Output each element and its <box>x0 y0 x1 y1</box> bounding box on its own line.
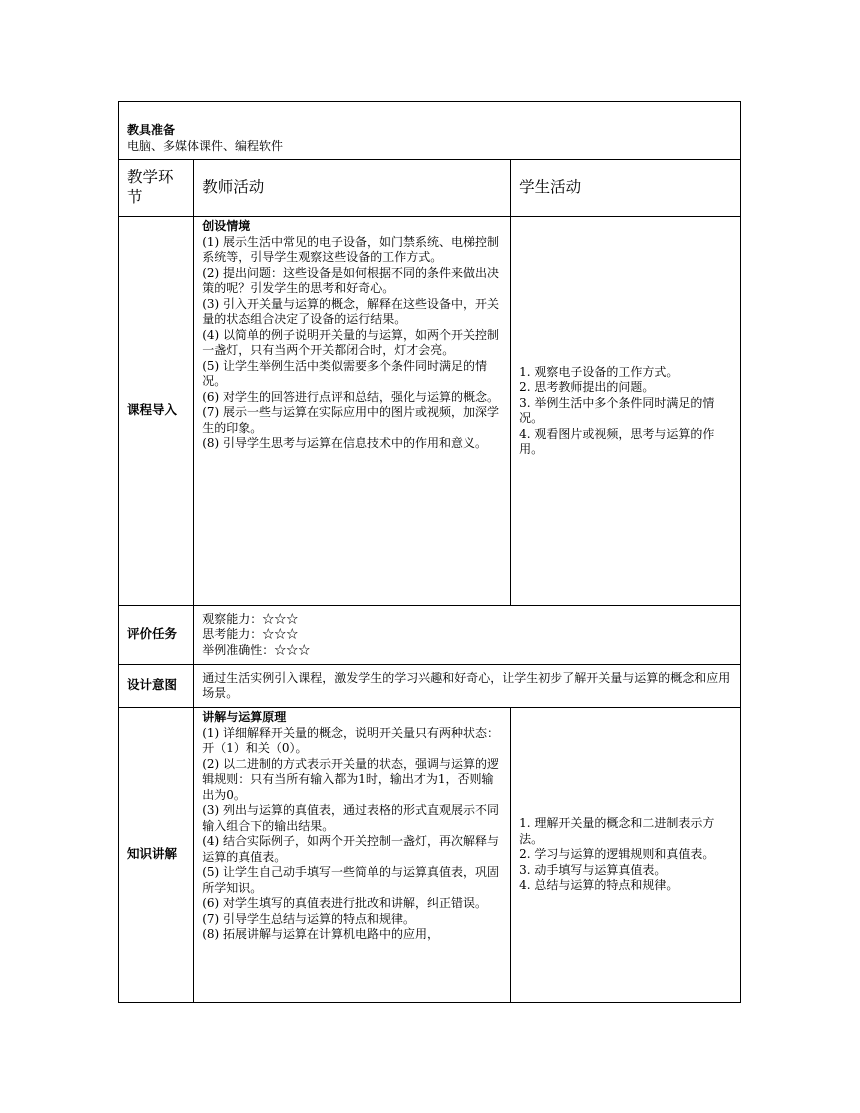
evaluation-item: 思考能力：☆☆☆ <box>202 627 299 642</box>
knowledge-teacher-item: (6) 对学生填写的真值表进行批改和讲解，纠正错误。 <box>202 896 488 910</box>
knowledge-student-item: 3. 动手填写与运算真值表。 <box>519 862 667 877</box>
knowledge-student-item: 1. 理解开关量的概念和二进制表示方法。 <box>519 816 715 846</box>
knowledge-teacher-item: (1) 详细解释开关量的概念，说明开关量只有两种状态：开（1）和关（0）。 <box>202 725 500 755</box>
design-row <box>119 665 741 708</box>
evaluation-cell <box>194 606 741 665</box>
intro-student-item: 1. 观察电子设备的工作方式。 <box>519 364 679 379</box>
header-row <box>119 160 741 217</box>
lesson-plan-table <box>118 101 741 1003</box>
design-content: 通过生活实例引入课程，激发学生的学习兴趣和好奇心，让学生初步了解开关量与运算的概念和应用场景。 <box>194 665 741 708</box>
intro-teacher-item: (1) 展示生活中常见的电子设备，如门禁系统、电梯控制系统等，引导学生观察这些设备的工作方式。 <box>202 234 500 264</box>
intro-teacher-item: (7) 展示一些与运算在实际应用中的图片或视频，加深学生的印象。 <box>202 405 500 435</box>
intro-student-item: 2. 思考教师提出的问题。 <box>519 380 655 394</box>
knowledge-teacher-title: 讲解与运算原理 <box>202 710 287 724</box>
intro-teacher-item: (8) 引导学生思考与运算在信息技术中的作用和意义。 <box>202 436 488 450</box>
knowledge-label: 知识讲解 <box>119 708 194 1003</box>
intro-teacher-item: (4) 以简单的例子说明开关量的与运算，如两个开关控制一盏灯，只有当两个开关都闭合时，灯才会亮。 <box>202 327 500 357</box>
knowledge-teacher-item: (2) 以二进制的方式表示开关量的状态，强调与运算的逻辑规则：只有当所有输入都为1时，输出才为1，否则输出为0。 <box>202 756 500 802</box>
knowledge-teacher-item: (3) 列出与运算的真值表，通过表格的形式直观展示不同输入组合下的输出结果。 <box>202 803 500 833</box>
knowledge-row <box>119 708 741 1003</box>
prep-row <box>119 102 741 160</box>
intro-teacher-item: (3) 引入开关量与运算的概念，解释在这些设备中，开关量的状态组合决定了设备的运行结果。 <box>202 296 500 326</box>
knowledge-student-item: 4. 总结与运算的特点和规律。 <box>519 878 679 893</box>
knowledge-teacher-item: (8) 拓展讲解与运算在计算机电路中的应用， <box>202 927 440 941</box>
intro-student-item: 4. 观看图片或视频，思考与运算的作用。 <box>519 426 715 456</box>
evaluation-label: 评价任务 <box>119 606 194 665</box>
knowledge-student-item: 2. 学习与运算的逻辑规则和真值表。 <box>519 847 715 862</box>
knowledge-student-cell <box>511 708 741 1003</box>
intro-label: 课程导入 <box>119 217 194 606</box>
knowledge-teacher-item: (5) 让学生自己动手填写一些简单的与运算真值表，巩固所学知识。 <box>202 865 500 895</box>
knowledge-teacher-item: (7) 引导学生总结与运算的特点和规律。 <box>202 911 416 926</box>
header-student: 学生活动 <box>511 160 741 217</box>
intro-student-cell <box>511 217 741 606</box>
intro-teacher-item: (2) 提出问题：这些设备是如何根据不同的条件来做出决策的呢？引发学生的思考和好奇心。 <box>202 265 500 295</box>
intro-student-item: 3. 举例生活中多个条件同时满足的情况。 <box>519 395 715 425</box>
header-teacher: 教师活动 <box>194 160 511 217</box>
knowledge-teacher-cell <box>194 708 511 1003</box>
intro-teacher-item: (6) 对学生的回答进行点评和总结，强化与运算的概念。 <box>202 389 500 404</box>
prep-content: 电脑、多媒体课件、编程软件 <box>127 138 284 153</box>
header-phase: 教学环节 <box>119 160 194 217</box>
intro-teacher-item: (5) 让学生举例生活中类似需要多个条件同时满足的情况。 <box>202 358 488 388</box>
design-label: 设计意图 <box>119 665 194 708</box>
prep-title: 教具准备 <box>127 123 176 137</box>
intro-teacher-title: 创设情境 <box>202 219 251 233</box>
intro-teacher-cell <box>194 217 511 606</box>
intro-row <box>119 217 741 606</box>
evaluation-item: 举例准确性：☆☆☆ <box>202 642 311 657</box>
prep-cell <box>119 102 741 160</box>
evaluation-item: 观察能力：☆☆☆ <box>202 611 299 626</box>
lesson-plan-page <box>118 101 741 1003</box>
evaluation-row <box>119 606 741 665</box>
knowledge-teacher-item: (4) 结合实际例子，如两个开关控制一盏灯，再次解释与运算的真值表。 <box>202 834 500 864</box>
